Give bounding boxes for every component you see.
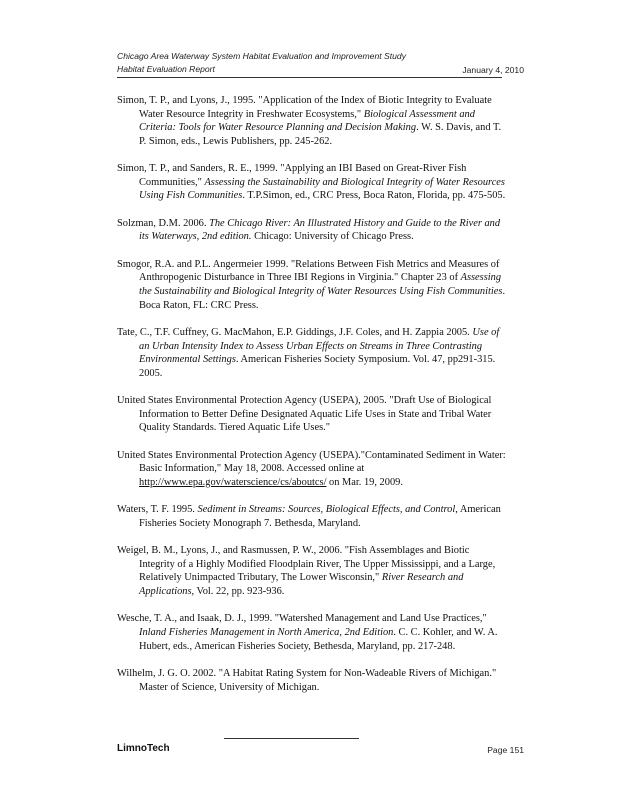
reference-entry: Simon, T. P., and Sanders, R. E., 1999. "Applying an IBI Based on Great-River Fish Communities," Assessing the Sustainability and Biological Integrity of Water Resources Using Fish Communities. T.P.Simon, ed., CRC Press, Boca Raton, Florida, pp. 475-505.: [117, 163, 506, 202]
header-study-title: Chicago Area Waterway System Habitat Evaluation and Improvement Study: [117, 51, 406, 61]
reference-entry: Simon, T. P., and Lyons, J., 1995. "Application of the Index of Biotic Integrity to Evaluate Water Resource Integrity in Freshwater Ecosystems," Biological Assessment and Criteria: Tools for Water Resource Planning and Decision Making. W. S. Davis, and T. P. Simon, eds., Lewis Publishers, pp. 245-262.: [117, 95, 502, 147]
reference-entry: Waters, T. F. 1995. Sediment in Streams: Sources, Biological Effects, and Control, American Fisheries Society Monograph 7. Bethesda, Maryland.: [117, 504, 501, 529]
reference-entry: Wesche, T. A., and Isaak, D. J., 1999. "Watershed Management and Land Use Practices," Inland Fisheries Management in North America, 2nd Edition. C. C. Kohler, and W. A. Hubert, eds., American Fisheries Society, Bethesda, Maryland, pp. 217-248.: [117, 613, 498, 652]
footer-rule: [224, 738, 359, 739]
reference-entry: Smogor, R.A. and P.L. Angermeier 1999. "Relations Between Fish Metrics and Measures of Anthropogenic Disturbance in Three IBI Regions in Virginia." Chapter 23 of Assessing the Sustainability and Biological Integrity of Water Resources Using Fish Communities. Boca Raton, FL: CRC Press.: [117, 258, 506, 311]
reference-entry: Solzman, D.M. 2006. The Chicago River: An Illustrated History and Guide to the River and its Waterways, 2nd edition. Chicago: University of Chicago Press.: [117, 217, 501, 243]
reference-entry: Tate, C., T.F. Cuffney, G. MacMahon, E.P. Giddings, J.F. Coles, and H. Zappia 2005. Use of an Urban Intensity Index to Assess Urban Effects on Streams in Three Contrasting Environmental Settings. American Fisheries Society Symposium. Vol. 47, pp291-315. 2005.: [117, 326, 500, 379]
header-date: January 4, 2010: [462, 65, 524, 75]
reference-entry: Wilhelm, J. G. O. 2002. "A Habitat Rating System for Non-Wadeable Rivers of Michigan." Master of Science, University of Michigan.: [117, 667, 497, 693]
header-rule: [117, 77, 502, 78]
header-report-name: Habitat Evaluation Report: [117, 64, 215, 74]
footer-company: LimnoTech: [117, 743, 170, 754]
reference-entry: United States Environmental Protection Agency (USEPA)."Contaminated Sediment in Water: Basic Information," May 18, 2008. Accessed online at http://www.epa.gov/waterscience/cs/aboutcs/ on Mar. 19, 2009.: [117, 449, 506, 488]
reference-entry: United States Environmental Protection Agency (USEPA), 2005. "Draft Use of Biological Information to Better Define Designated Aquatic Life Uses in State and Tribal Water Quality Standards. Tiered Aquatic Life Uses.": [117, 395, 492, 434]
reference-list: [117, 94, 506, 708]
footer-page-number: Page 151: [487, 745, 524, 755]
reference-entry: Weigel, B. M., Lyons, J., and Rasmussen, P. W., 2006. "Fish Assemblages and Biotic Integrity of a Highly Modified Floodplain River, The Upper Mississippi, and a Large, Relatively Unimpacted Tributary, The Lower Wisconsin," River Research and Applications, Vol. 22, pp. 923-936.: [117, 545, 496, 597]
epa-link[interactable]: http://www.epa.gov/waterscience/cs/aboutcs/: [139, 476, 327, 488]
